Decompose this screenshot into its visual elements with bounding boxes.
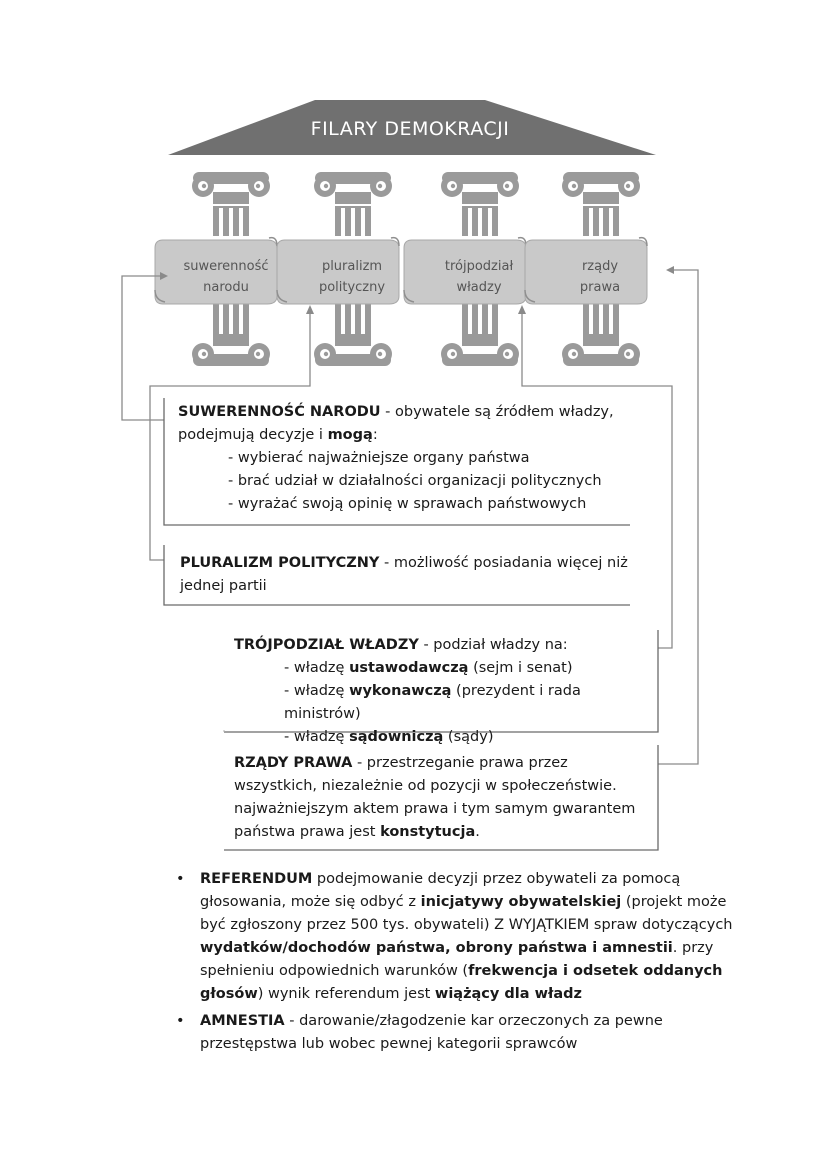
list-item-bold: wykonawczą xyxy=(349,683,452,699)
box-desc-end: : xyxy=(372,427,378,443)
bullet-amnesty xyxy=(176,1010,736,1056)
box-desc: - możliwość posiadania więcej niż xyxy=(379,555,628,571)
box-title: SUWERENNOŚĆ NARODU xyxy=(178,404,381,420)
pillar-label-line: rządy xyxy=(581,259,619,274)
box-desc: - obywatele są źródłem władzy, xyxy=(380,404,614,420)
list-item xyxy=(234,657,654,680)
bullet-text: (projekt może być zgłoszony przez 500 tys. obywateli) Z WYJĄTKIEM spraw dotyczących xyxy=(200,894,733,933)
box-desc-line: wszystkich, niezależnie od pozycji w społeczeństwie. xyxy=(234,778,617,794)
box-desc-line: podejmują decyzje i xyxy=(178,427,328,443)
pillar-label-line: suwerenność xyxy=(183,259,269,274)
bullet-bold: wiążący dla władz xyxy=(434,986,582,1002)
bullet-title: AMNESTIA xyxy=(200,1013,285,1029)
box-title: RZĄDY PRAWA xyxy=(234,755,353,771)
box-desc-bold: konstytucja xyxy=(380,824,476,840)
box-desc-end: . xyxy=(475,824,480,840)
box-rule-of-law xyxy=(234,752,654,844)
pillar-label-rule-of-law xyxy=(545,256,655,298)
box-desc-line: jednej partii xyxy=(180,578,267,594)
list-item-post: (prezydent i rada ministrów) xyxy=(284,683,581,722)
pillar-label-sovereignty xyxy=(171,256,281,298)
list-item xyxy=(234,680,654,726)
bullet-title: REFERENDUM xyxy=(200,871,313,887)
bullet-text: podejmowanie decyzji przez obywateli za pomocą głosowania, może się odbyć z xyxy=(200,871,681,910)
bullet-bold: inicjatywy obywatelskiej xyxy=(420,894,622,910)
list-item: - wyrażać swoją opinię w sprawach państwowych xyxy=(228,496,587,512)
box-title: PLURALIZM POLITYCZNY xyxy=(180,555,380,571)
bullet-text: - darowanie/złagodzenie kar orzeczonych za pewne przestępstwa lub wobec pewnej kategorii sprawców xyxy=(200,1013,663,1052)
box-sovereignty xyxy=(178,401,628,516)
pillar-label-line: trójpodział xyxy=(444,259,514,274)
box-separation xyxy=(234,634,654,749)
bullet-text: ) wynik referendum jest xyxy=(257,986,435,1002)
box-pluralism xyxy=(180,552,630,598)
bullet-bold: wydatków/dochodów państwa, obrony państwa i amnestii xyxy=(200,940,673,956)
bullet-icon: • xyxy=(176,1013,185,1029)
pillar-label-line: narodu xyxy=(203,280,249,295)
list-item-pre: - władzę xyxy=(284,660,350,676)
pillar-label-line: władzy xyxy=(456,280,502,295)
list-item-bold: ustawodawczą xyxy=(349,660,469,676)
box-desc: - przestrzeganie prawa przez xyxy=(352,755,568,771)
pillar-label-line: pluralizm xyxy=(321,259,383,274)
list-item: - wybierać najważniejsze organy państwa xyxy=(228,450,530,466)
list-item-post: (sądy) xyxy=(443,729,494,745)
box-desc-line: państwa prawa jest xyxy=(234,824,381,840)
bullet-list xyxy=(176,868,736,1060)
list-item-pre: - władzę xyxy=(284,729,350,745)
bullet-bold: frekwencja i odsetek oddanych głosów xyxy=(200,963,723,1002)
roof-title: FILARY DEMOKRACJI xyxy=(310,118,510,140)
pillar-label-pluralism xyxy=(297,256,407,298)
box-desc: - podział władzy na: xyxy=(418,637,568,653)
list-item-bold: sądowniczą xyxy=(349,729,444,745)
list-item-pre: - władzę xyxy=(284,683,350,699)
box-desc-bold: mogą xyxy=(327,427,373,443)
box-desc-line: najważniejszym aktem prawa i tym samym gwarantem xyxy=(234,801,636,817)
box-title: TRÓJPODZIAŁ WŁADZY xyxy=(234,637,419,653)
list-item-post: (sejm i senat) xyxy=(468,660,573,676)
pillar-label-line: prawa xyxy=(579,280,621,295)
bullet-text: . przy spełnieniu odpowiednich warunków ( xyxy=(200,940,714,979)
pillar-label-line: polityczny xyxy=(318,280,386,295)
list-item xyxy=(234,726,654,749)
bullet-icon: • xyxy=(176,871,185,887)
bullet-referendum xyxy=(176,868,736,1006)
pillar-label-separation xyxy=(424,256,534,298)
list-item: - brać udział w działalności organizacji politycznych xyxy=(228,473,602,489)
